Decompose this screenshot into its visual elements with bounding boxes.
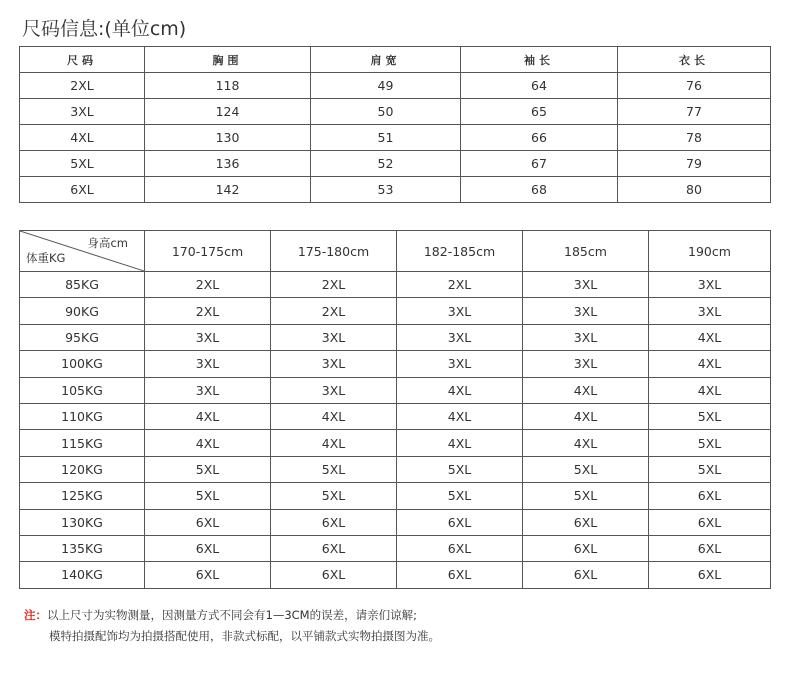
table-cell: 142 [145, 177, 311, 203]
table-cell: 3XL [397, 298, 523, 324]
table-cell: 2XL [397, 272, 523, 298]
table-cell: 4XL [397, 430, 523, 456]
size-row [20, 125, 771, 151]
height-axis-label: 身高cm [87, 236, 128, 250]
table-cell: 4XL [523, 377, 649, 403]
table-cell: 6XL [271, 509, 397, 535]
table-cell: 3XL [523, 298, 649, 324]
table-cell: 2XL [145, 298, 271, 324]
table-cell: 5XL [397, 483, 523, 509]
weight-row [20, 324, 771, 350]
table-cell: 136 [145, 151, 311, 177]
table-cell: 6XL [397, 562, 523, 588]
table-cell: 6XL [145, 562, 271, 588]
weight-row [20, 456, 771, 482]
table-cell: 4XL [649, 351, 771, 377]
row-header-cell: 6XL [20, 177, 145, 203]
height-header: 175-180cm [271, 231, 397, 272]
note-text-1: 以上尺寸为实物测量，因测量方式不同会有1—3CM的误差，请亲们谅解; [47, 608, 417, 622]
table-cell: 5XL [523, 456, 649, 482]
table-cell: 3XL [523, 351, 649, 377]
size-row [20, 73, 771, 99]
row-header-cell: 100KG [20, 351, 145, 377]
note-line-2 [49, 628, 440, 644]
row-header-cell: 4XL [20, 125, 145, 151]
table-cell: 6XL [397, 509, 523, 535]
table-cell: 3XL [397, 324, 523, 350]
table-cell: 3XL [271, 377, 397, 403]
col-header-sleeve: 袖长 [461, 47, 618, 73]
table-cell: 2XL [271, 272, 397, 298]
table-cell: 5XL [649, 430, 771, 456]
table-cell: 6XL [271, 535, 397, 561]
weight-row [20, 562, 771, 588]
table-cell: 67 [461, 151, 618, 177]
table-cell: 3XL [145, 324, 271, 350]
table-cell: 6XL [145, 535, 271, 561]
table-cell: 65 [461, 99, 618, 125]
table-cell: 5XL [271, 456, 397, 482]
row-header-cell: 90KG [20, 298, 145, 324]
table-cell: 5XL [397, 456, 523, 482]
row-header-cell: 135KG [20, 535, 145, 561]
table-cell: 3XL [649, 298, 771, 324]
table-cell: 5XL [649, 403, 771, 429]
weight-row [20, 509, 771, 535]
table-cell: 52 [311, 151, 461, 177]
corner-cell [20, 231, 145, 272]
weight-row [20, 351, 771, 377]
size-recommendation-table [19, 230, 771, 589]
size-chart-header-row [20, 47, 771, 73]
table-cell: 64 [461, 73, 618, 99]
table-cell: 3XL [523, 324, 649, 350]
table-cell: 66 [461, 125, 618, 151]
table-cell: 4XL [145, 430, 271, 456]
table-cell: 4XL [271, 403, 397, 429]
table-cell: 4XL [649, 324, 771, 350]
table-cell: 4XL [523, 430, 649, 456]
size-row [20, 177, 771, 203]
table-cell: 4XL [397, 403, 523, 429]
row-header-cell: 115KG [20, 430, 145, 456]
table-cell: 6XL [649, 483, 771, 509]
table-cell: 6XL [271, 562, 397, 588]
row-header-cell: 105KG [20, 377, 145, 403]
note-text-2: 模特拍摄配饰均为拍摄搭配使用，非款式标配，以平铺款式实物拍摄图为准。 [49, 629, 440, 643]
row-header-cell: 2XL [20, 73, 145, 99]
table-cell: 51 [311, 125, 461, 151]
table-cell: 3XL [271, 351, 397, 377]
col-header-size: 尺码 [20, 47, 145, 73]
table-cell: 77 [618, 99, 771, 125]
table-cell: 2XL [271, 298, 397, 324]
size-row [20, 151, 771, 177]
table-cell: 79 [618, 151, 771, 177]
table-cell: 4XL [271, 430, 397, 456]
table-cell: 68 [461, 177, 618, 203]
height-header: 190cm [649, 231, 771, 272]
table-cell: 78 [618, 125, 771, 151]
weight-row [20, 535, 771, 561]
note-label: 注： [24, 608, 47, 622]
size-row [20, 99, 771, 125]
row-header-cell: 5XL [20, 151, 145, 177]
table-cell: 4XL [649, 377, 771, 403]
table-cell: 6XL [649, 535, 771, 561]
col-header-shoulder: 肩宽 [311, 47, 461, 73]
table-cell: 76 [618, 73, 771, 99]
table-cell: 3XL [145, 377, 271, 403]
row-header-cell: 85KG [20, 272, 145, 298]
row-header-cell: 3XL [20, 99, 145, 125]
row-header-cell: 95KG [20, 324, 145, 350]
weight-row [20, 430, 771, 456]
table-cell: 53 [311, 177, 461, 203]
table-cell: 4XL [145, 403, 271, 429]
table-cell: 3XL [145, 351, 271, 377]
weight-row [20, 298, 771, 324]
table-cell: 80 [618, 177, 771, 203]
note-line-1 [24, 607, 417, 623]
height-header: 185cm [523, 231, 649, 272]
height-header: 170-175cm [145, 231, 271, 272]
table-cell: 124 [145, 99, 311, 125]
weight-row [20, 403, 771, 429]
table-cell: 5XL [271, 483, 397, 509]
weight-row [20, 272, 771, 298]
size-info-title: 尺码信息:(单位cm) [22, 18, 187, 40]
table-cell: 6XL [523, 562, 649, 588]
row-header-cell: 120KG [20, 456, 145, 482]
row-header-cell: 110KG [20, 403, 145, 429]
table-cell: 6XL [523, 509, 649, 535]
table-cell: 5XL [649, 456, 771, 482]
table-cell: 5XL [145, 456, 271, 482]
table-cell: 4XL [523, 403, 649, 429]
table-cell: 118 [145, 73, 311, 99]
table-cell: 4XL [397, 377, 523, 403]
table-cell: 6XL [523, 535, 649, 561]
table-cell: 3XL [649, 272, 771, 298]
table-cell: 3XL [523, 272, 649, 298]
col-header-length: 衣长 [618, 47, 771, 73]
row-header-cell: 130KG [20, 509, 145, 535]
table-cell: 3XL [397, 351, 523, 377]
table-cell: 49 [311, 73, 461, 99]
table-cell: 6XL [397, 535, 523, 561]
row-header-cell: 125KG [20, 483, 145, 509]
col-header-chest: 胸围 [145, 47, 311, 73]
table-cell: 50 [311, 99, 461, 125]
weight-axis-label: 体重KG [26, 251, 66, 265]
table-cell: 3XL [271, 324, 397, 350]
recommendation-header-row [20, 231, 771, 272]
table-cell: 6XL [145, 509, 271, 535]
table-cell: 6XL [649, 562, 771, 588]
table-cell: 130 [145, 125, 311, 151]
height-header: 182-185cm [397, 231, 523, 272]
weight-row [20, 483, 771, 509]
table-cell: 5XL [145, 483, 271, 509]
table-cell: 5XL [523, 483, 649, 509]
weight-row [20, 377, 771, 403]
table-cell: 6XL [649, 509, 771, 535]
size-chart-table [19, 46, 771, 203]
table-cell: 2XL [145, 272, 271, 298]
row-header-cell: 140KG [20, 562, 145, 588]
